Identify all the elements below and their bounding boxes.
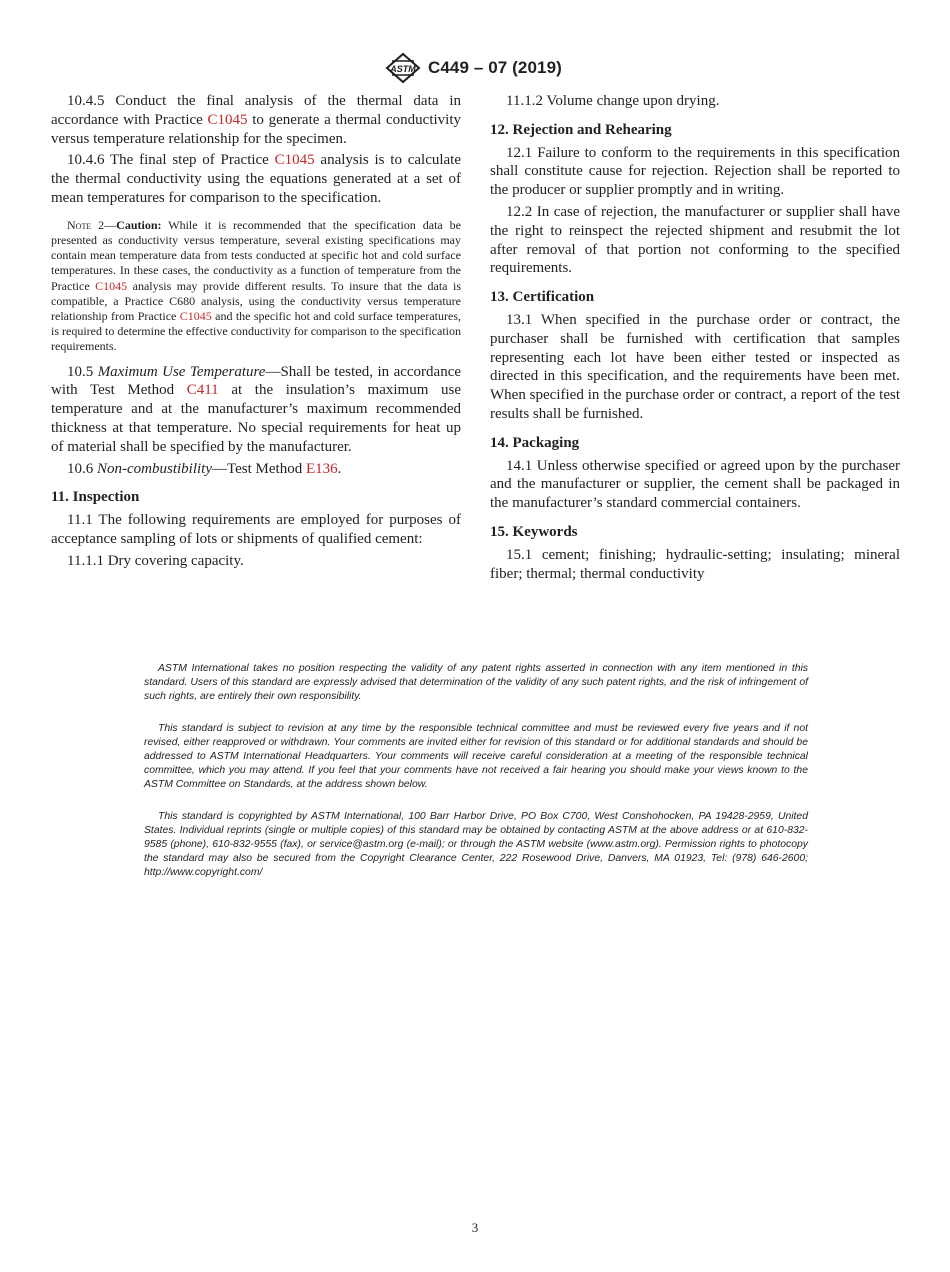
astm-logo-icon — [384, 52, 422, 84]
heading-packaging: 14. Packaging — [490, 434, 580, 451]
section-14-1: 14.1 Unless otherwise specified or agreed upon by the purchaser and the manufacturer or supplier, the cement shall be packaged in the manufacturer’s standard commercial containers. — [490, 457, 900, 512]
ref-link-c411[interactable]: C411 — [186, 382, 219, 399]
footer-copyright-notice: This standard is copyrighted by ASTM International, 100 Barr Harbor Drive, PO Box C700, West Conshohocken, PA 19428-2959, United States. Individual reprints (single or multiple copies) of this standard may be obtained by contacting ASTM at the above address or at 610-832-9585 (phone), 610-832-9555 (fax), or service@astm.org (e-mail); or through the ASTM website (www.astm.org). Permission rights to photocopy the standard may also be secured from the Copyright Clearance Center, 222 Rosewood Drive, Danvers, MA 01923, Tel: (978) 646-2600; http://www.copyright.com/ — [144, 811, 808, 878]
note-caution: Caution: — [116, 217, 162, 232]
section-12-2: 12.2 In case of rejection, the manufacturer or supplier shall have the right to reinspect the rejected shipment and resubmit the lot after removal of that portion not conforming to the specified requirements. — [490, 203, 900, 277]
note-2: Note 2—Caution: While it is recommended that the specification data be presented as conductivity versus temperature, several existing specifications may contain mean temperature data from tests conducted at specific hot and cold surface temperatures. In these cases, the conductivity as a function of temperature from the Practice C1045 analysis may provide different results. To insure that the data is compatible, a Practice C680 analysis, using the conductivity versus temperature relationship from Practice C1045 and the specific hot and cold surface temperatures, is required to determine the effective conductivity for comparison to the specification requirements. — [51, 217, 461, 354]
section-10-4-6: 10.4.6 The final step of Practice C1045 analysis is to calculate the thermal conductivity using the equations generated at a set of mean temperatures for comparison to the specification. — [51, 152, 462, 206]
section-11-1-1: 11.1.1 Dry covering capacity. — [67, 552, 244, 569]
page-number: 3 — [471, 1220, 479, 1235]
heading-certification: 13. Certification — [490, 289, 595, 306]
section-10-5: 10.5 Maximum Use Temperature—Shall be tested, in accordance with Test Method C411 at the insulation’s maximum use temperature and at the manufacturer’s maximum recommended thickness at that temperature. No special requirements for heat up of material shall be specified by the manufacturer. — [51, 363, 462, 455]
section-10-4-5: 10.4.5 Conduct the final analysis of the thermal data in accordance with Practice C1045 to generate a thermal conductivity versus temperature relationship for the specimen. — [51, 93, 461, 147]
section-13-1: 13.1 When specified in the purchase order or contract, the purchaser shall be furnished with certification that samples representing each lot have been either tested or inspected as directed in this specification, and the requirements have been met. When specified in the purchase order or contract, a report of the test results shall be furnished. — [490, 311, 900, 422]
left-column — [51, 92, 461, 574]
ref-link-c1045[interactable]: C1045 — [179, 309, 212, 323]
ref-link-c1045[interactable]: C1045 — [95, 278, 128, 293]
page-header — [0, 52, 950, 86]
astm-logo-text: ASTM — [390, 64, 416, 74]
section-15-1: 15.1 cement; finishing; hydraulic-setting; insulating; mineral fiber; thermal; thermal conductivity — [490, 546, 900, 582]
footer-revision-notice: This standard is subject to revision at any time by the responsible technical committee and must be reviewed every five years and if not revised, either reapproved or withdrawn. Your comments are invited either for revision of this standard or for additional standards and should be addressed to ASTM International Headquarters. Your comments will receive careful consideration at a meeting of the responsible technical committee, which you may attend. If you feel that your comments have not received a fair hearing you should make your views known to the ASTM Committee on Standards, at the address shown below. — [144, 723, 808, 790]
heading-inspection: 11. Inspection — [51, 489, 140, 506]
section-12-1: 12.1 Failure to conform to the requirements in this specification shall constitute cause for rejection. Rejection shall be reported to the producer or supplier promptly and in writing. — [490, 144, 900, 199]
section-11-1-2: 11.1.2 Volume change upon drying. — [506, 93, 720, 109]
heading-keywords: 15. Keywords — [490, 523, 578, 540]
standard-designation: C449 – 07 (2019) — [428, 58, 562, 77]
section-11-1: 11.1 The following requirements are employed for purposes of acceptance sampling of lots or shipments of qualified cement: — [51, 512, 461, 547]
section-10-6: 10.6 Non-combustibility—Test Method E136. — [67, 460, 342, 477]
ref-link-e136[interactable]: E136 — [305, 460, 338, 477]
footer-patent-notice: ASTM International takes no position respecting the validity of any patent rights asserted in connection with any item mentioned in this standard. Users of this standard are expressly advised that determination of the validity of any such patent rights, and the risk of infringement of such rights, are entirely their own responsibility. — [144, 663, 808, 702]
ref-link-c1045[interactable]: C1045 — [274, 152, 315, 169]
ref-link-c1045[interactable]: C1045 — [207, 111, 248, 128]
note-label: Note — [67, 217, 92, 232]
heading-rejection: 12. Rejection and Rehearing — [490, 121, 672, 138]
legal-footer — [144, 662, 808, 898]
right-column — [490, 92, 900, 586]
